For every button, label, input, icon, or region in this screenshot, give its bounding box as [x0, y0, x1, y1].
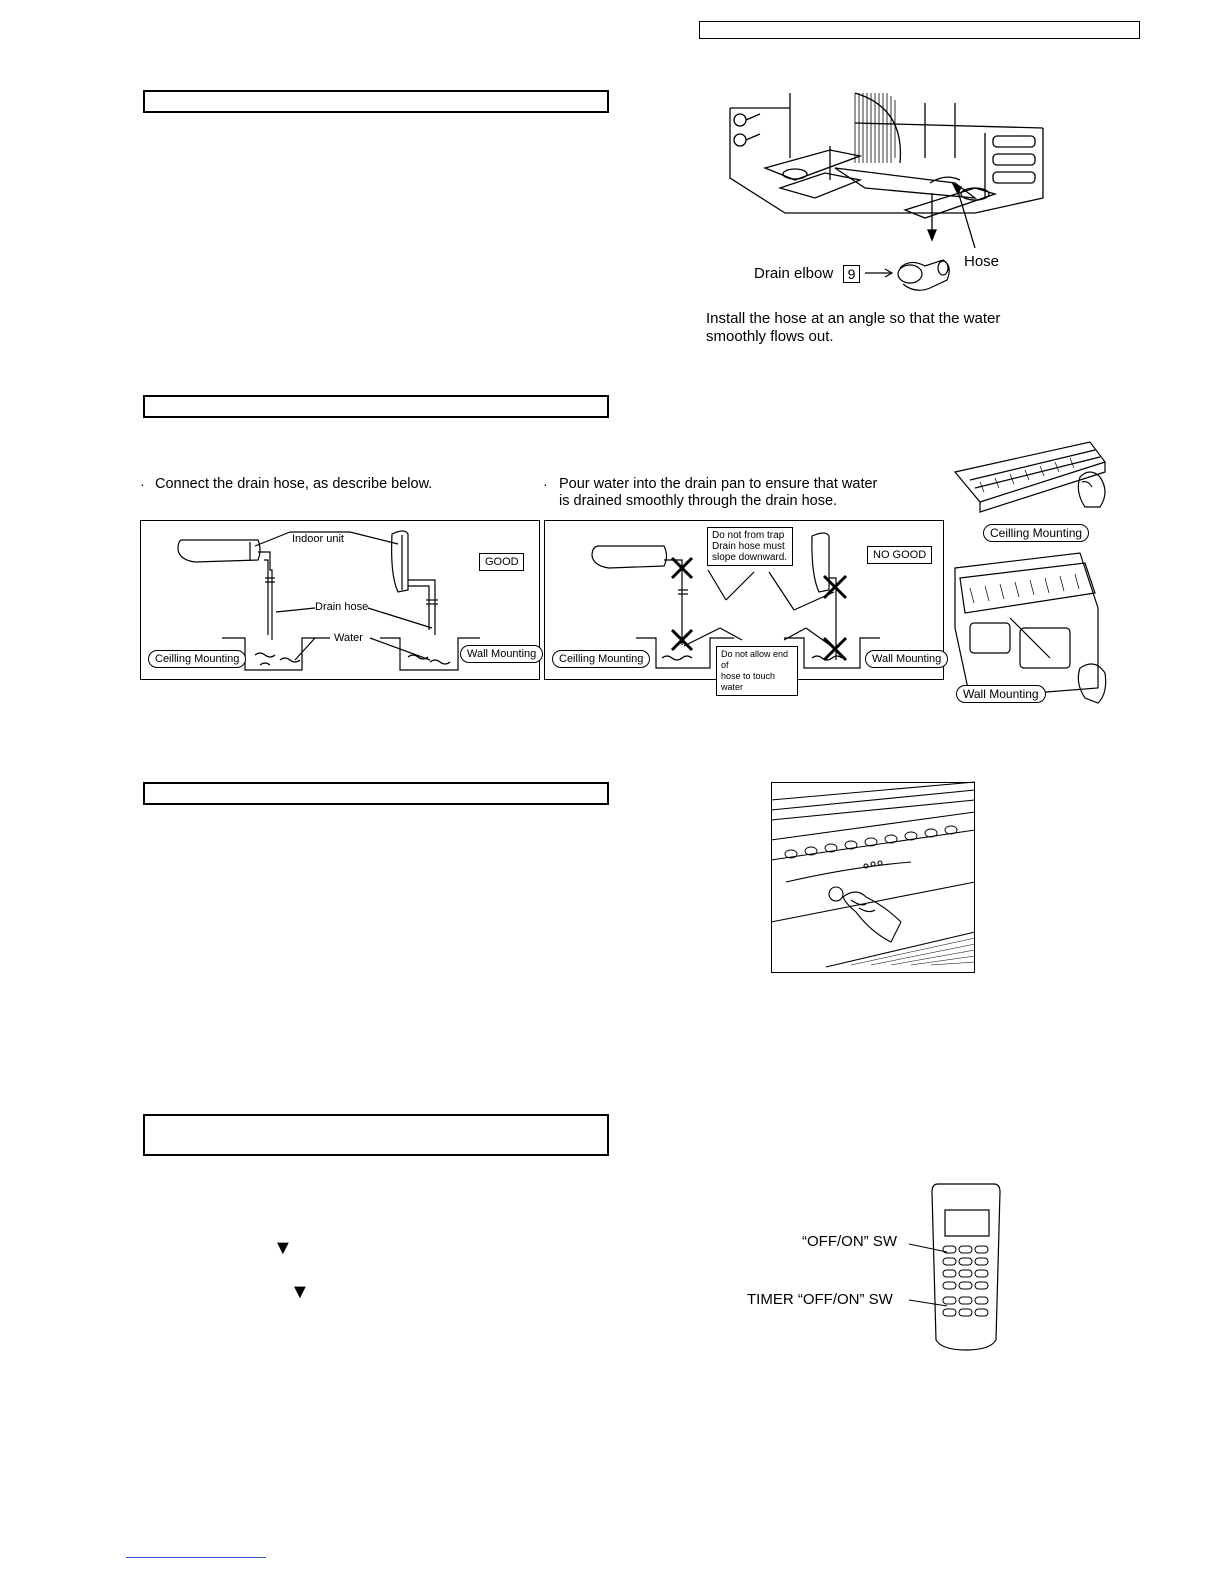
timer-offon-sw-label: TIMER “OFF/ON” SW — [747, 1291, 893, 1308]
section-header-box-2 — [143, 395, 609, 418]
drain-elbow-ref-box: 9 — [843, 265, 860, 283]
section-header-box-3 — [143, 782, 609, 805]
offon-sw-label: “OFF/ON” SW — [802, 1233, 897, 1250]
nogood-verdict-label: NO GOOD — [867, 546, 932, 564]
top-header-box — [699, 21, 1140, 39]
good-ceiling-mounting-label: Ceilling Mounting — [148, 650, 246, 668]
good-verdict-label: GOOD — [479, 553, 524, 571]
nogood-touch-note-line2: hose to touch water — [721, 671, 776, 692]
nogood-touch-note-line1: Do not allow end of — [721, 649, 789, 670]
good-wall-mounting-label: Wall Mounting — [460, 645, 543, 663]
pour-water-text-line2: is drained smoothly through the drain hose. — [559, 493, 838, 509]
down-triangle-marker-1: ▼ — [273, 1237, 293, 1259]
good-water-label: Water — [334, 632, 363, 644]
good-drain-hose-label: Drain hose — [315, 601, 369, 613]
nogood-wall-mounting-label: Wall Mounting — [865, 650, 948, 668]
nogood-ceiling-mounting-label: Ceilling Mounting — [552, 650, 650, 668]
down-triangle-marker-2: ▼ — [290, 1281, 310, 1303]
good-indoor-unit-label: Indoor unit — [292, 533, 344, 545]
section-header-box-1 — [143, 90, 609, 113]
pour-water-text-line1: Pour water into the drain pan to ensure that water — [559, 476, 878, 492]
photo-wall-mounting-label: Wall Mounting — [956, 685, 1046, 703]
photo-ceiling-mounting-label: Ceilling Mounting — [983, 524, 1089, 542]
remote-leader-lines — [905, 1240, 955, 1320]
wall-mounting-photo — [950, 548, 1110, 708]
button-press-illustration — [771, 782, 975, 973]
nogood-trap-note-line2: Drain hose must — [712, 541, 785, 552]
nogood-touch-note — [716, 646, 798, 696]
footnote-rule — [126, 1557, 266, 1558]
hose-instruction-line1: Install the hose at an angle so that the water — [706, 310, 1001, 327]
hose-instruction-line2: smoothly flows out. — [706, 328, 834, 345]
drain-elbow-label: Drain elbow — [754, 265, 834, 282]
bullet-dot-left: · — [140, 476, 145, 492]
nogood-trap-note-line3: slope downward. — [712, 552, 788, 563]
nogood-trap-note — [707, 527, 793, 566]
bullet-dot-right: · — [543, 476, 548, 492]
section-header-box-4 — [143, 1114, 609, 1156]
nogood-trap-note-line1: Do not from trap — [712, 530, 785, 541]
connect-drain-hose-text: Connect the drain hose, as describe below. — [155, 476, 433, 492]
ceiling-mounting-photo — [950, 432, 1110, 522]
hose-label: Hose — [964, 253, 1000, 270]
